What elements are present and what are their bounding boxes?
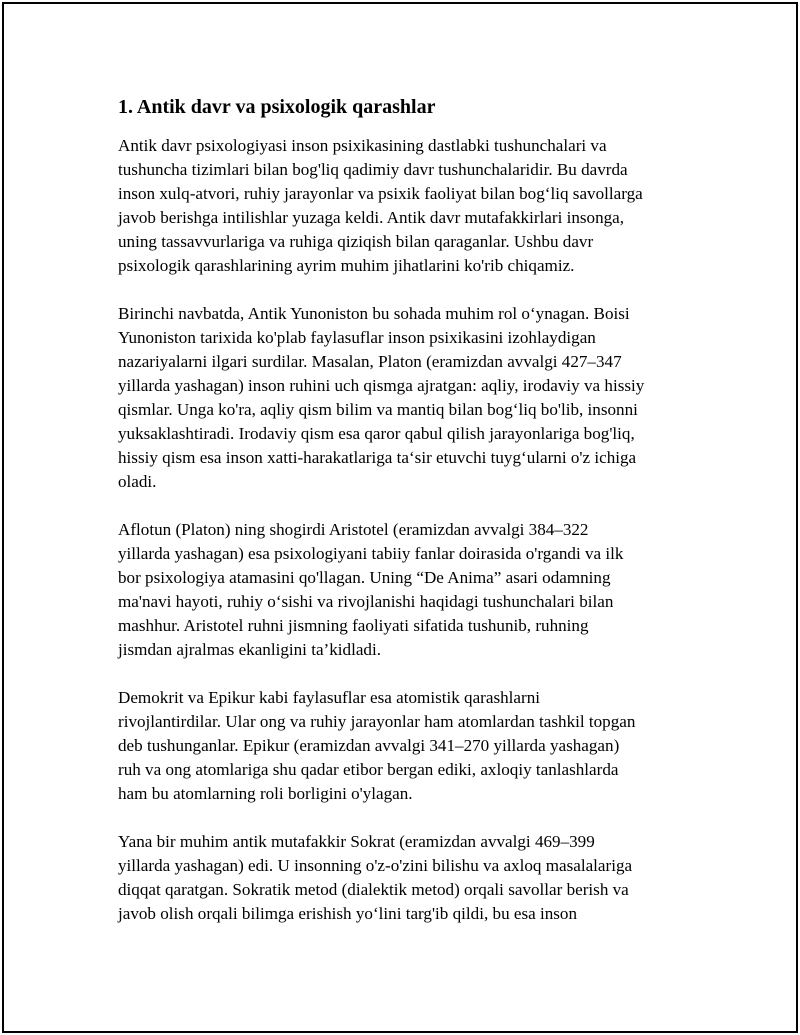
paragraph-1 [118, 134, 698, 278]
text-line: Aflotun (Platon) ning shogirdi Aristotel (eramizdan avvalgi 384–322 [118, 520, 589, 539]
section-heading: 1. Antik davr va psixologik qarashlar [118, 96, 436, 118]
text-line: Antik davr psixologiyasi inson psixikasining dastlabki tushunchalari va [118, 136, 607, 155]
text-line: psixologik qarashlarining ayrim muhim jihatlarini ko'rib chiqamiz. [118, 256, 575, 275]
text-line: yuksaklashtiradi. Irodaviy qism esa qaror qabul qilish jarayonlariga bog'liq, [118, 424, 635, 443]
paragraph-2 [118, 302, 698, 494]
text-line: ma'navi hayoti, ruhiy o‘sishi va rivojlanishi haqidagi tushunchalari bilan [118, 592, 614, 611]
paragraph-3 [118, 518, 698, 662]
text-line: javob olish orqali bilimga erishish yo‘lini targ'ib qildi, bu esa inson [118, 904, 578, 923]
text-line: Yana bir muhim antik mutafakkir Sokrat (eramizdan avvalgi 469–399 [118, 832, 595, 851]
text-line: yillarda yashagan) inson ruhini uch qismga ajratgan: aqliy, irodaviy va hissiy [118, 376, 645, 395]
text-line: mashhur. Aristotel ruhni jismning faoliyati sifatida tushunib, ruhning [118, 616, 589, 635]
text-line: yillarda yashagan) esa psixologiyani tabiiy fanlar doirasida o'rgandi va ilk [118, 544, 624, 563]
text-line: uning tassavvurlariga va ruhiga qiziqish bilan qaraganlar. Ushbu davr [118, 232, 594, 251]
text-line: Yunoniston tarixida ko'plab faylasuflar inson psixikasini izohlaydigan [118, 328, 596, 347]
document-body [118, 94, 698, 950]
text-line: bor psixologiya atamasini qo'llagan. Uning “De Anima” asari odamning [118, 568, 611, 587]
text-line: deb tushunganlar. Epikur (eramizdan avvalgi 341–270 yillarda yashagan) [118, 736, 620, 755]
text-line: yillarda yashagan) edi. U insonning o'z-o'zini bilishu va axloq masalalariga [118, 856, 633, 875]
paragraph-5 [118, 830, 698, 926]
text-line: rivojlantirdilar. Ular ong va ruhiy jarayonlar ham atomlardan tashkil topgan [118, 712, 636, 731]
text-line: qismlar. Unga ko'ra, aqliy qism bilim va mantiq bilan bog‘liq bo'lib, insonni [118, 400, 638, 419]
text-line: ham bu atomlarning roli borligini o'ylagan. [118, 784, 413, 803]
text-line: ruh va ong atomlariga shu qadar etibor bergan ediki, axloqiy tanlashlarda [118, 760, 619, 779]
text-line: javob berishga intilishlar yuzaga keldi. Antik davr mutafakkirlari insonga, [118, 208, 625, 227]
paragraph-4 [118, 686, 698, 806]
text-line: nazariyalarni ilgari surdilar. Masalan, Platon (eramizdan avvalgi 427–347 [118, 352, 622, 371]
text-line: inson xulq-atvori, ruhiy jarayonlar va psixik faoliyat bilan bog‘liq savollarga [118, 184, 643, 203]
text-line: tushuncha tizimlari bilan bog'liq qadimiy davr tushunchalaridir. Bu davrda [118, 160, 628, 179]
text-line: hissiy qism esa inson xatti-harakatlariga ta‘sir etuvchi tuyg‘ularni o'z ichiga [118, 448, 637, 467]
text-line: Birinchi navbatda, Antik Yunoniston bu sohada muhim rol o‘ynagan. Boisi [118, 304, 630, 323]
text-line: oladi. [118, 472, 157, 491]
text-line: Demokrit va Epikur kabi faylasuflar esa atomistik qarashlarni [118, 688, 540, 707]
text-line: diqqat qaratgan. Sokratik metod (dialektik metod) orqali savollar berish va [118, 880, 629, 899]
text-line: jismdan ajralmas ekanligini ta’kidladi. [118, 640, 381, 659]
